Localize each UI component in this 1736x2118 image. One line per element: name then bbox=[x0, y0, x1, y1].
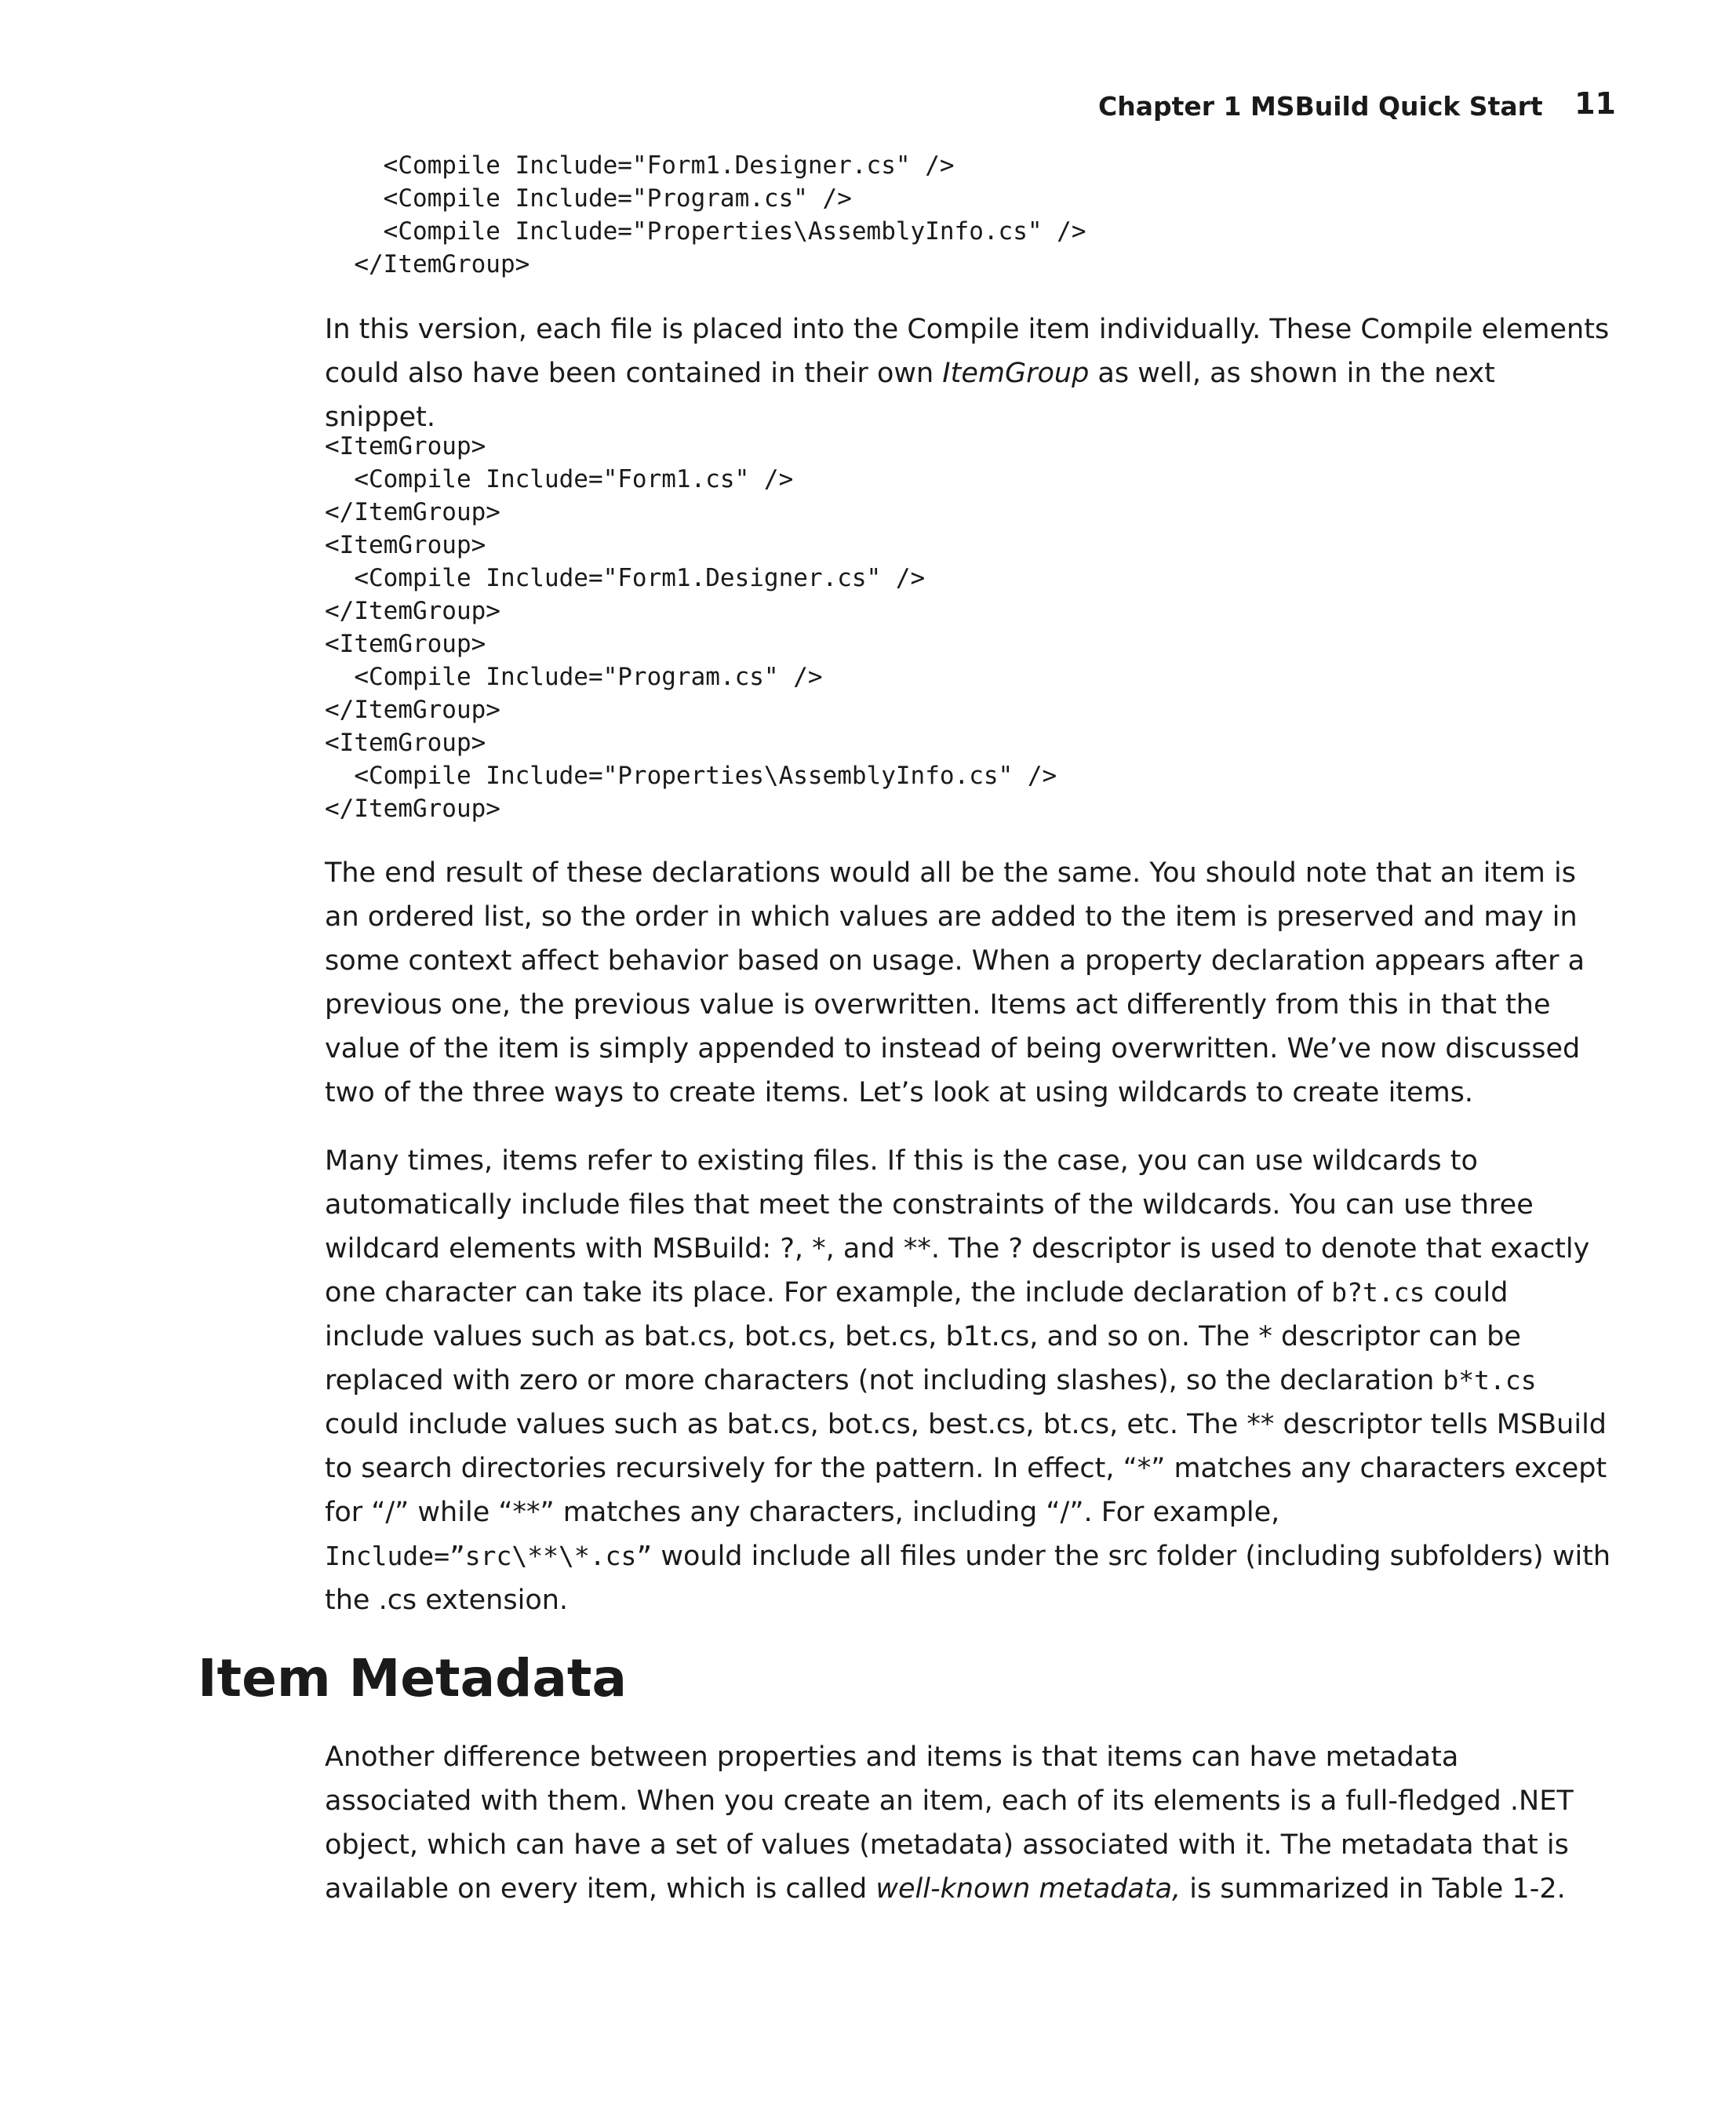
code-block-compile-items: <Compile Include="Form1.Designer.cs" /> <Compile Include="Program.cs" /> <Compile Include="Properties\AssemblyInfo.cs" /> </ItemGroup> bbox=[354, 151, 1086, 278]
running-header bbox=[1098, 86, 1616, 135]
chapter-title: Chapter 1 MSBuild Quick Start bbox=[1098, 91, 1543, 122]
paragraph-compile-individually: In this version, each file is placed into the Compile item individually. These Compile elements could also have been contained in their own ItemGroup as well, as shown in the next snippet. bbox=[325, 314, 1610, 433]
paragraph-wildcards: Many times, items refer to existing files. If this is the case, you can use wildcards to automatically include files that meet the constraints of the wildcards. You can use three wildcard elements with MSBuild: ?, *, and **. The ? descriptor is used to denote that exactly one character can take its place. For example, the include declaration of b?t.cs could include values such as bat.cs, bot.cs, bet.cs, b1t.cs, and so on. The * descriptor can be replaced with zero or more characters (not including slashes), so the declaration b*t.cs could include values such as bat.cs, bot.cs, best.cs, bt.cs, etc. The ** descriptor tells MSBuild to search directories recursively for the pattern. In effect, “*” matches any characters except for “/” while “**” matches any characters, including “/”. For example, Include=”src\**\*.cs” would include all files under the src folder (including subfolders) with the .cs extension. bbox=[325, 1145, 1611, 1616]
section-heading-item-metadata: Item Metadata bbox=[198, 1648, 628, 1709]
inline-code: Include=”src\**\*.cs” bbox=[325, 1541, 653, 1571]
paragraph-item-metadata: Another difference between properties and items is that items can have metadata associated with them. When you create an item, each of its elements is a full-fledged .NET object, which can have a set of values (metadata) associated with it. The metadata that is available on every item, which is called well-known metadata, is summarized in Table 1-2. bbox=[325, 1741, 1574, 1905]
code-block-itemgroups: <ItemGroup> <Compile Include="Form1.cs" /> </ItemGroup> <ItemGroup> <Compile Include="Form1.Designer.cs" /> </ItemGroup> <ItemGroup> <Compile Include="Program.cs" /> </ItemGroup> <ItemGroup> <Compile Include="Properties\AssemblyInfo.cs" /> </ItemGroup> bbox=[325, 432, 1057, 823]
inline-code: b*t.cs bbox=[1443, 1365, 1537, 1396]
page-number: 11 bbox=[1574, 86, 1616, 121]
inline-code: b?t.cs bbox=[1331, 1277, 1425, 1308]
paragraph-end-result: The end result of these declarations would all be the same. You should note that an item is an ordered list, so the order in which values are added to the item is preserved and may in some context affect behavior based on usage. When a property declaration appears after a previous one, the previous value is overwritten. Items act differently from this in that the value of the item is simply appended to instead of being overwritten. We’ve now discussed two of the three ways to create items. Let’s look at using wildcards to create items. bbox=[325, 857, 1585, 1108]
